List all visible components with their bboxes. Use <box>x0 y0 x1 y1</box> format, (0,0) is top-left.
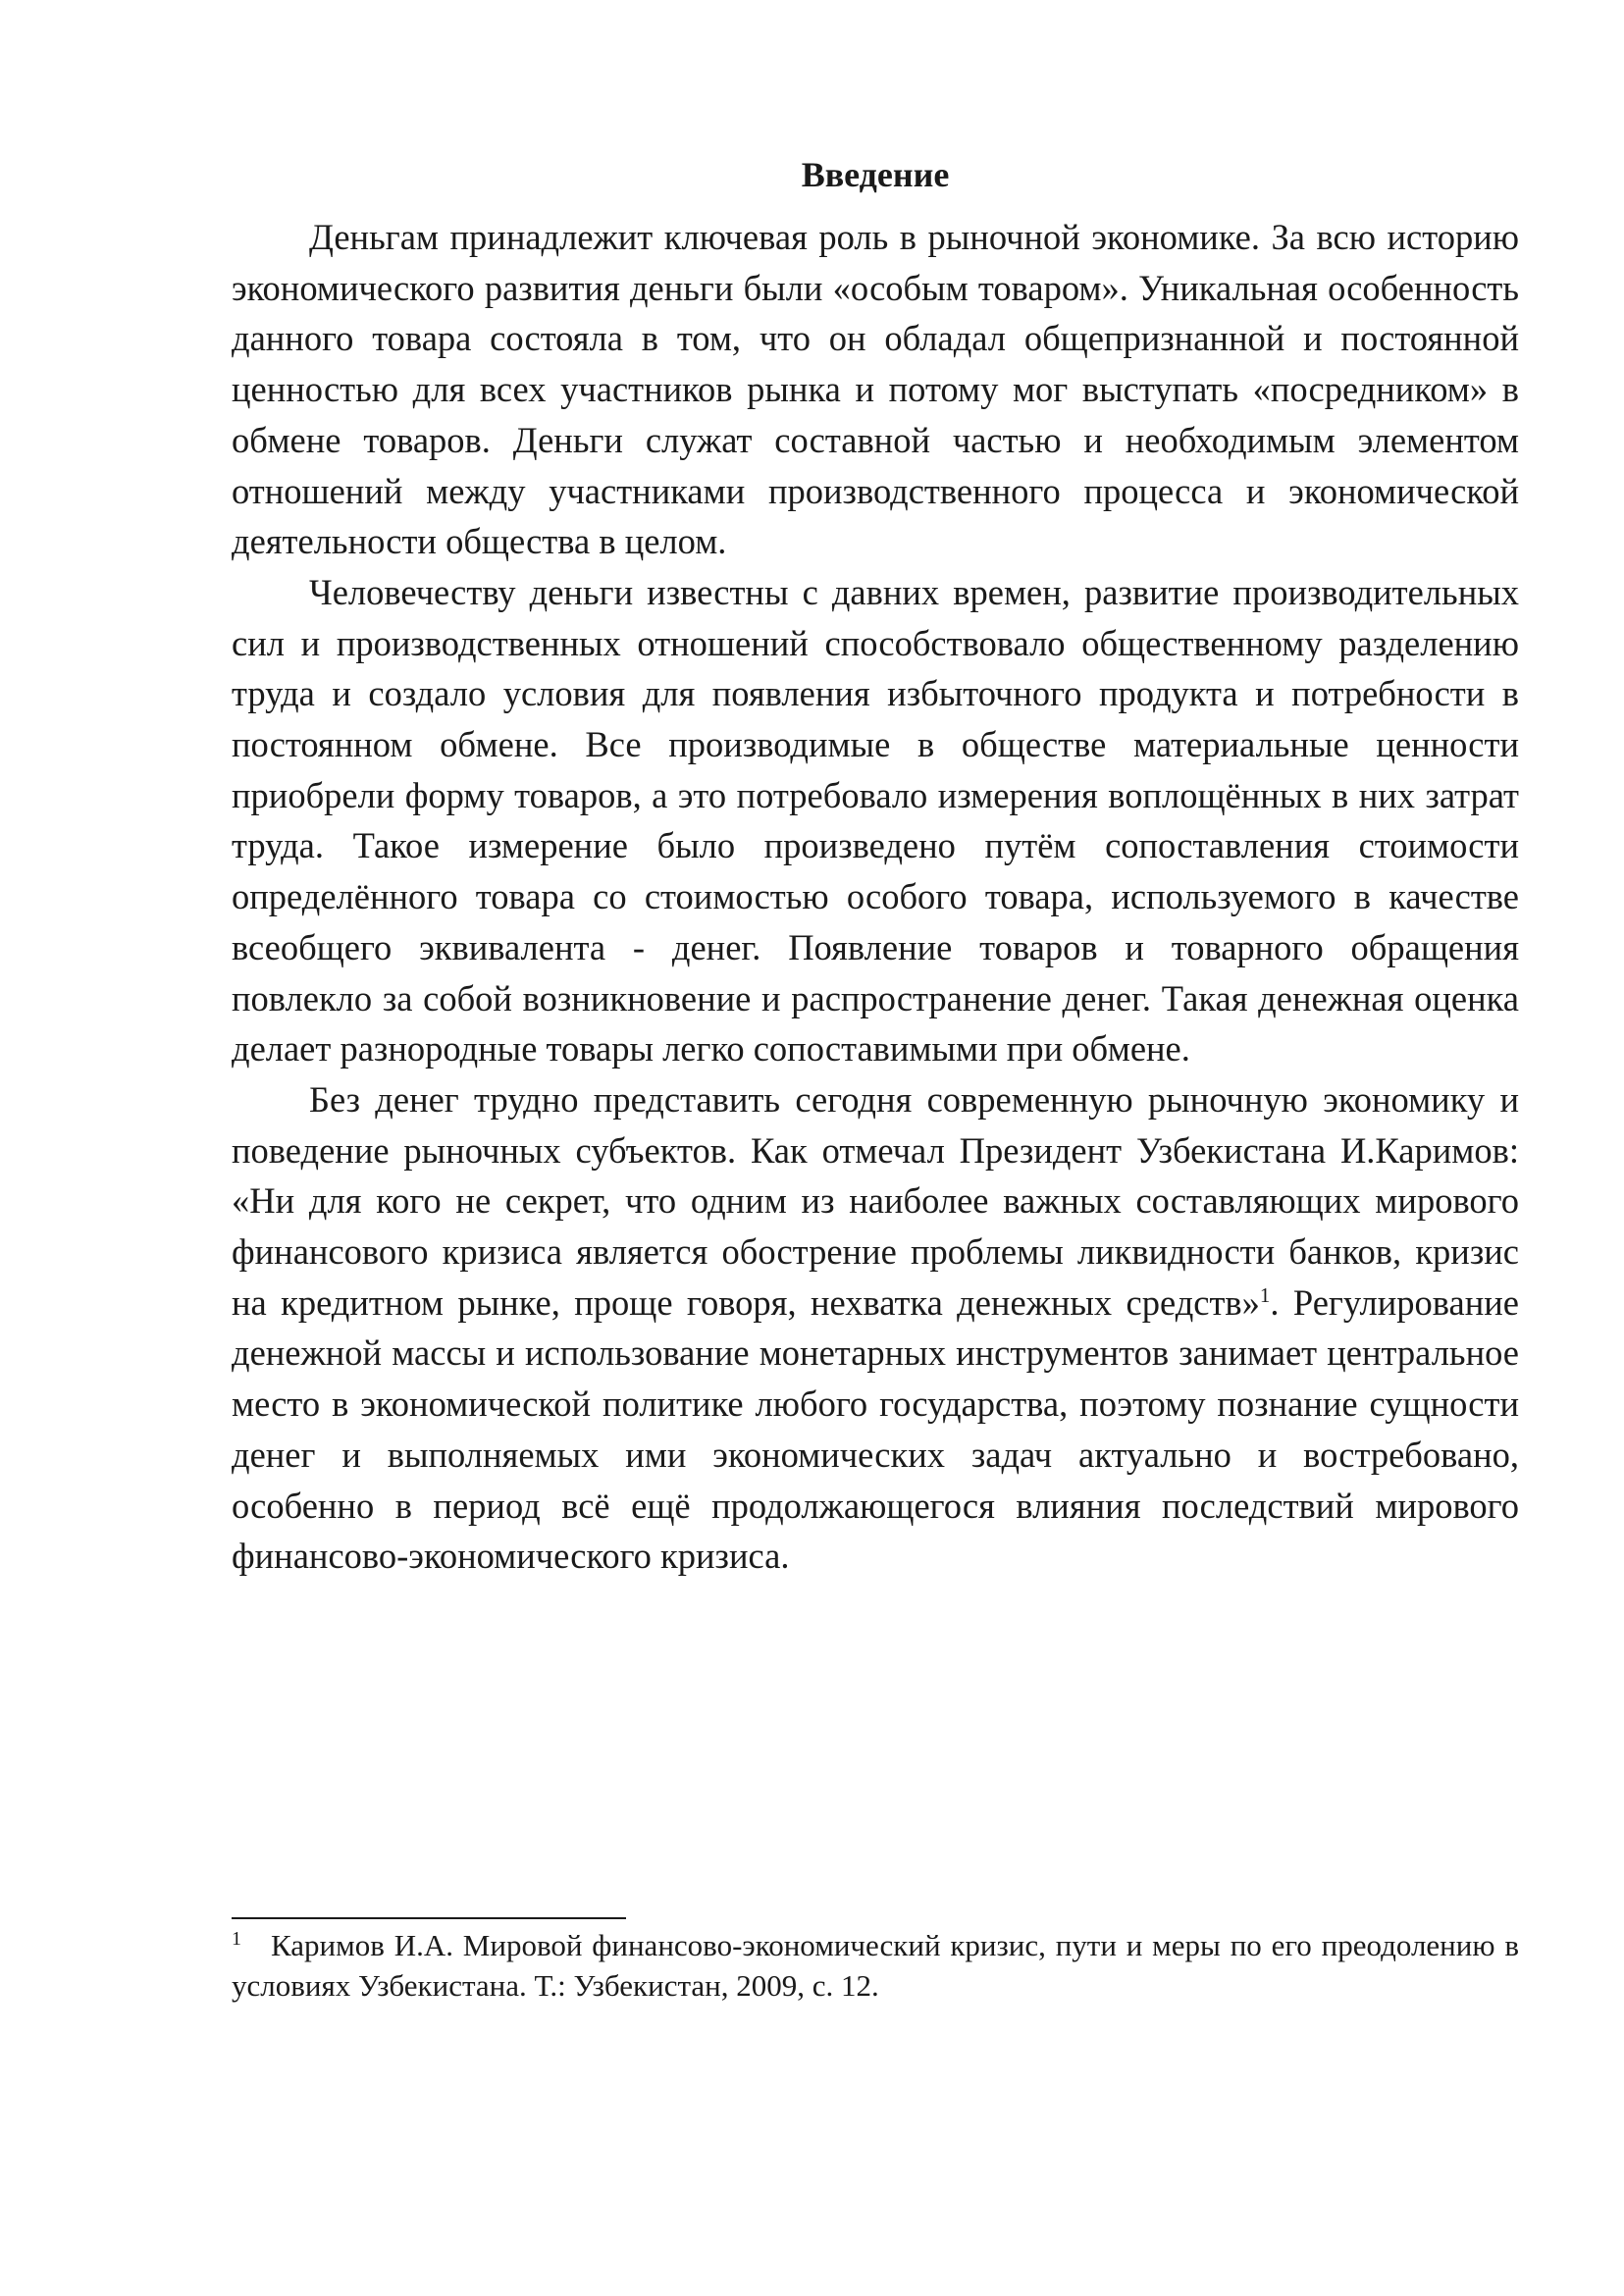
paragraph-3-text-after-ref: . Регулирование денежной массы и использование монетарных инструментов занимает центральное место в экономической политике любого государства, поэтому познание сущности денег и выполняемых ими экономических задач актуально и востребовано, особенно в период всё ещё продолжающегося влияния последствий мирового финансово-экономического кризиса. <box>232 1281 1519 1577</box>
footnote-number: 1 <box>232 1927 241 1950</box>
paragraph-1: Деньгам принадлежит ключевая роль в рыночной экономике. За всю историю экономического развития деньги были «особым товаром». Уникальная особенность данного товара состояла в том, что он обладал общепризнанной и постоянной ценностью для всех участников рынка и потому мог выступать «посредником» в обмене товаров. Деньги служат составной частью и необходимым элементом отношений между участниками производственного процесса и экономической деятельности общества в целом. <box>232 217 1519 562</box>
page-title: Введение <box>801 155 950 194</box>
paragraph-2: Человечеству деньги известны с давних времен, развитие производительных сил и производственных отношений способствовало общественному разделению труда и создало условия для появления избыточного продукта и потребности в постоянном обмене. Все производимые в обществе материальные ценности приобрели форму товаров, а это потребовало измерения воплощённых в них затрат труда. Такое измерение было произведено путём сопоставления стоимости определённого товара со стоимостью особого товара, используемого в качестве всеобщего эквивалента - денег. Появление товаров и товарного обращения повлекло за собой возникновение и распространение денег. Такая денежная оценка делает разнородные товары легко сопоставимыми при обмене. <box>232 571 1519 1070</box>
footnote <box>232 1925 1519 2006</box>
footnote-reference[interactable]: 1 <box>1259 1282 1271 1307</box>
paragraph-3 <box>232 1074 1519 1582</box>
footnote-text: Каримов И.А. Мировой финансово-экономический кризис, пути и меры по его преодолению в условиях Узбекистана. Т.: Узбекистан, 2009, с. 12. <box>232 1928 1519 2003</box>
paragraph-3-text-before-ref: Без денег трудно представить сегодня современную рыночную экономику и поведение рыночных субъектов. Как отмечал Президент Узбекистана И.Каримов: «Ни для кого не секрет, что одним из наиболее важных составляющих мирового финансового кризиса является обострение проблемы ликвидности банков, кризис на кредитном рынке, проще говоря, нехватка денежных средств» <box>232 1078 1519 1323</box>
document-body <box>232 212 1519 1582</box>
footnote-separator <box>232 1917 626 1919</box>
